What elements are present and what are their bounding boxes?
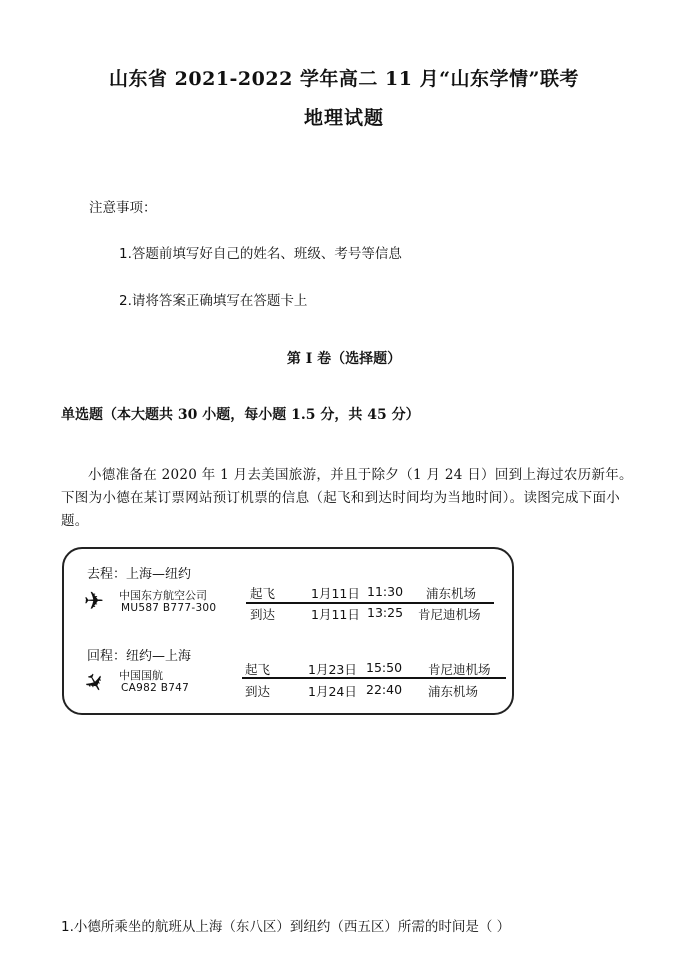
table-divider [242,677,506,679]
outbound-airline: 中国东方航空公司 [119,589,207,602]
return-arrive-date: 1月24日 [308,684,357,699]
ticket-card [62,547,514,715]
return-arrive-time: 22:40 [366,682,403,697]
outbound-arrive-time: 13:25 [367,605,404,620]
passage-text: 小德准备在 2020 年 1 月去美国旅游，并且于除夕（1 月 24 日）回到上海过农历新年。下图为小德在某订票网站预订机票的信息（起飞和到达时间均为当地时间）。读图完成下面小题。 [61,467,633,529]
outbound-depart-airport: 浦东机场 [426,586,477,601]
single-choice-heading: 单选题（本大题共 30 小题，每小题 1.5 分，共 45 分） [61,407,420,423]
return-airline: 中国国航 [119,669,163,682]
return-depart-airport: 肯尼迪机场 [428,662,491,677]
notice-item-1: 1.答题前填写好自己的姓名、班级、考号等信息 [119,246,402,262]
return-depart-date: 1月23日 [308,662,357,677]
return-flight: CA982 B747 [121,682,190,694]
return-route: 回程：纽约—上海 [87,649,192,664]
airplane-icon: ✈ [84,587,105,615]
section-title: 第 Ⅰ 卷（选择题） [286,351,402,367]
outbound-route: 去程：上海—纽约 [87,567,192,582]
outbound-depart-label: 起飞 [250,586,276,601]
question-1: 1.小德所乘坐的航班从上海（东八区）到纽约（西五区）所需的时间是（ ） [61,919,511,935]
outbound-arrive-date: 1月11日 [311,607,360,622]
paper-subtitle: 地理试题 [303,107,384,129]
outbound-depart-date: 1月11日 [311,586,360,601]
return-depart-label: 起飞 [245,662,271,677]
paper-title: 山东省 2021-2022 学年高二 11 月“山东学情”联考 [109,68,579,90]
outbound-arrive-label: 到达 [250,607,276,622]
outbound-arrive-airport: 肯尼迪机场 [418,607,481,622]
table-divider [246,602,494,604]
notice-item-2: 2.请将答案正确填写在答题卡上 [119,293,308,309]
return-arrive-airport: 浦东机场 [428,684,479,699]
outbound-depart-time: 11:30 [367,584,404,599]
notice-heading: 注意事项： [89,200,157,216]
outbound-flight: MU587 B777-300 [121,602,217,614]
return-depart-time: 15:50 [366,660,403,675]
return-arrive-label: 到达 [245,684,271,699]
airplane-icon: ✈ [76,667,112,699]
